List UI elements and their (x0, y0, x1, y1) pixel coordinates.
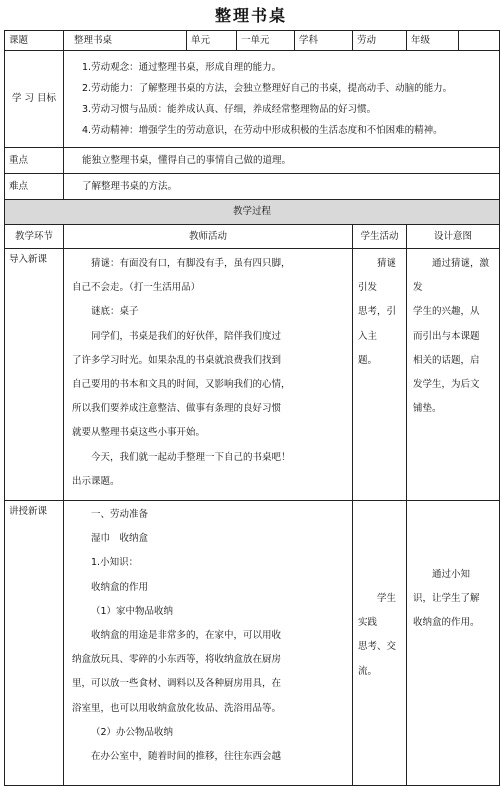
objectives-list (64, 51, 500, 148)
design-line: 通过猜谜，激发 (413, 258, 490, 294)
teacher-line: 同学们，书桌是我们的好伙伴，陪伴我们度过 (91, 330, 282, 342)
student-activity-cell (353, 249, 407, 501)
teacher-line: 纳盒放玩具、零碎的小东西等，将收纳盒放在厨房 (72, 654, 282, 666)
objective-item: 4.劳动精神：增强学生的劳动意识，在劳动中形成积极的生活态度和不怕困难的精神。 (82, 125, 443, 136)
page-title: 整理书桌 (214, 6, 287, 25)
teacher-line: 所以我们要养成注意整洁、做事有条理的良好习惯 (72, 403, 282, 415)
teacher-line: 在办公室中，随着时间的推移，往往东西会越 (91, 751, 282, 763)
grade-value (459, 31, 500, 51)
difficulty-text: 了解整理书桌的方法。 (64, 174, 500, 200)
design-line: 通过小知 (432, 569, 471, 580)
process-header: 教学过程 (5, 200, 500, 225)
teacher-line: 湿巾 收纳盒 (91, 533, 149, 545)
column-header-stage: 教学环节 (5, 225, 64, 249)
key-point-text: 能独立整理书桌，懂得自己的事情自己做的道理。 (64, 148, 500, 174)
objective-item: 1.劳动观念：通过整理书桌，形成自理的能力。 (82, 62, 282, 73)
teacher-line: （2）办公物品收纳 (91, 726, 174, 738)
teacher-line: 猜谜：有面没有口，有脚没有手，虽有四只脚， (91, 258, 291, 269)
design-line: 相关的话题，启 (413, 354, 480, 366)
teacher-line: 浴室里，也可以用收纳盒放化妆品、洗浴用品等。 (72, 702, 282, 714)
header-row (5, 31, 500, 51)
design-line: 而引出与本课题 (413, 330, 480, 342)
column-header-design: 设计意图 (407, 225, 500, 249)
student-line: 思考、交流。 (358, 641, 397, 677)
design-line: 识，让学生了解 (413, 593, 480, 605)
teacher-line: （1）家中物品收纳 (91, 605, 174, 617)
design-line: 收纳盒的作用。 (413, 617, 480, 629)
teacher-line: 收纳盒的用途是非常多的，在家中，可以用收 (91, 630, 282, 642)
design-line: 学生的兴趣，从 (413, 306, 480, 318)
student-line: 学生实践 (358, 593, 397, 629)
design-intent-cell (407, 501, 500, 786)
teacher-line: 一、劳动准备 (91, 509, 149, 520)
teacher-line: 出示课题。 (72, 475, 120, 487)
process-header-row (5, 200, 500, 225)
lesson-plan-table (4, 30, 500, 786)
subject-label: 学科 (295, 31, 353, 51)
stage-cell: 导入新课 (5, 249, 64, 501)
objective-item: 3.劳动习惯与品质：能养成认真、仔细，养成经常整理物品的好习惯。 (82, 104, 377, 115)
difficulty-row (5, 174, 500, 200)
teacher-activity-cell (64, 249, 353, 501)
student-line: 题。 (358, 354, 378, 366)
column-header-teacher: 教师活动 (64, 225, 353, 249)
difficulty-label: 难点 (5, 174, 64, 200)
course-value: 整理书桌 (64, 31, 187, 51)
design-line: 铺垫。 (413, 403, 442, 415)
student-line: 思考，引入主 (358, 306, 397, 342)
new-lesson-row (5, 501, 500, 786)
student-activity-cell (353, 501, 407, 786)
intro-row (5, 249, 500, 501)
objective-item: 2.劳动能力：了解整理书桌的方法，会独立整理好自己的书桌，提高动手、动脑的能力。 (82, 83, 453, 94)
design-intent-cell (407, 249, 500, 501)
teacher-line: 收纳盒的作用 (91, 581, 149, 593)
teacher-line: 自己要用的书本和文具的时间，又影响我们的心情， (72, 379, 291, 391)
unit-value: 一单元 (237, 31, 295, 51)
design-line: 发学生，为后文 (413, 379, 480, 391)
objectives-label (5, 51, 64, 148)
grade-label: 年级 (407, 31, 459, 51)
key-point-label: 重点 (5, 148, 64, 174)
column-header-row (5, 225, 500, 249)
teacher-line: 自己不会走。（打一生活用品） (72, 282, 201, 294)
column-header-student: 学生活动 (353, 225, 407, 249)
subject-value: 劳动 (353, 31, 407, 51)
teacher-line: 了许多学习时光。如果杂乱的书桌就浪费我们找到 (72, 354, 282, 366)
key-point-row (5, 148, 500, 174)
teacher-line: 今天，我们就一起动手整理一下自己的书桌吧！ (91, 451, 291, 463)
teacher-activity-cell (64, 501, 353, 786)
teacher-line: 里，可以放一些食材、调料以及各种厨房用具，在 (72, 678, 282, 690)
course-label: 课题 (5, 31, 64, 51)
teacher-line: 谜底：桌子 (91, 306, 139, 318)
objectives-label-text: 学 习 目标 (11, 93, 57, 104)
unit-label: 单元 (187, 31, 237, 51)
objectives-row (5, 51, 500, 148)
stage-cell: 讲授新课 (5, 501, 64, 786)
student-line: 猜谜引发 (358, 258, 397, 294)
teacher-line: 1.小知识： (91, 557, 139, 569)
teacher-line: 就要从整理书桌这些小事开始。 (72, 427, 206, 439)
